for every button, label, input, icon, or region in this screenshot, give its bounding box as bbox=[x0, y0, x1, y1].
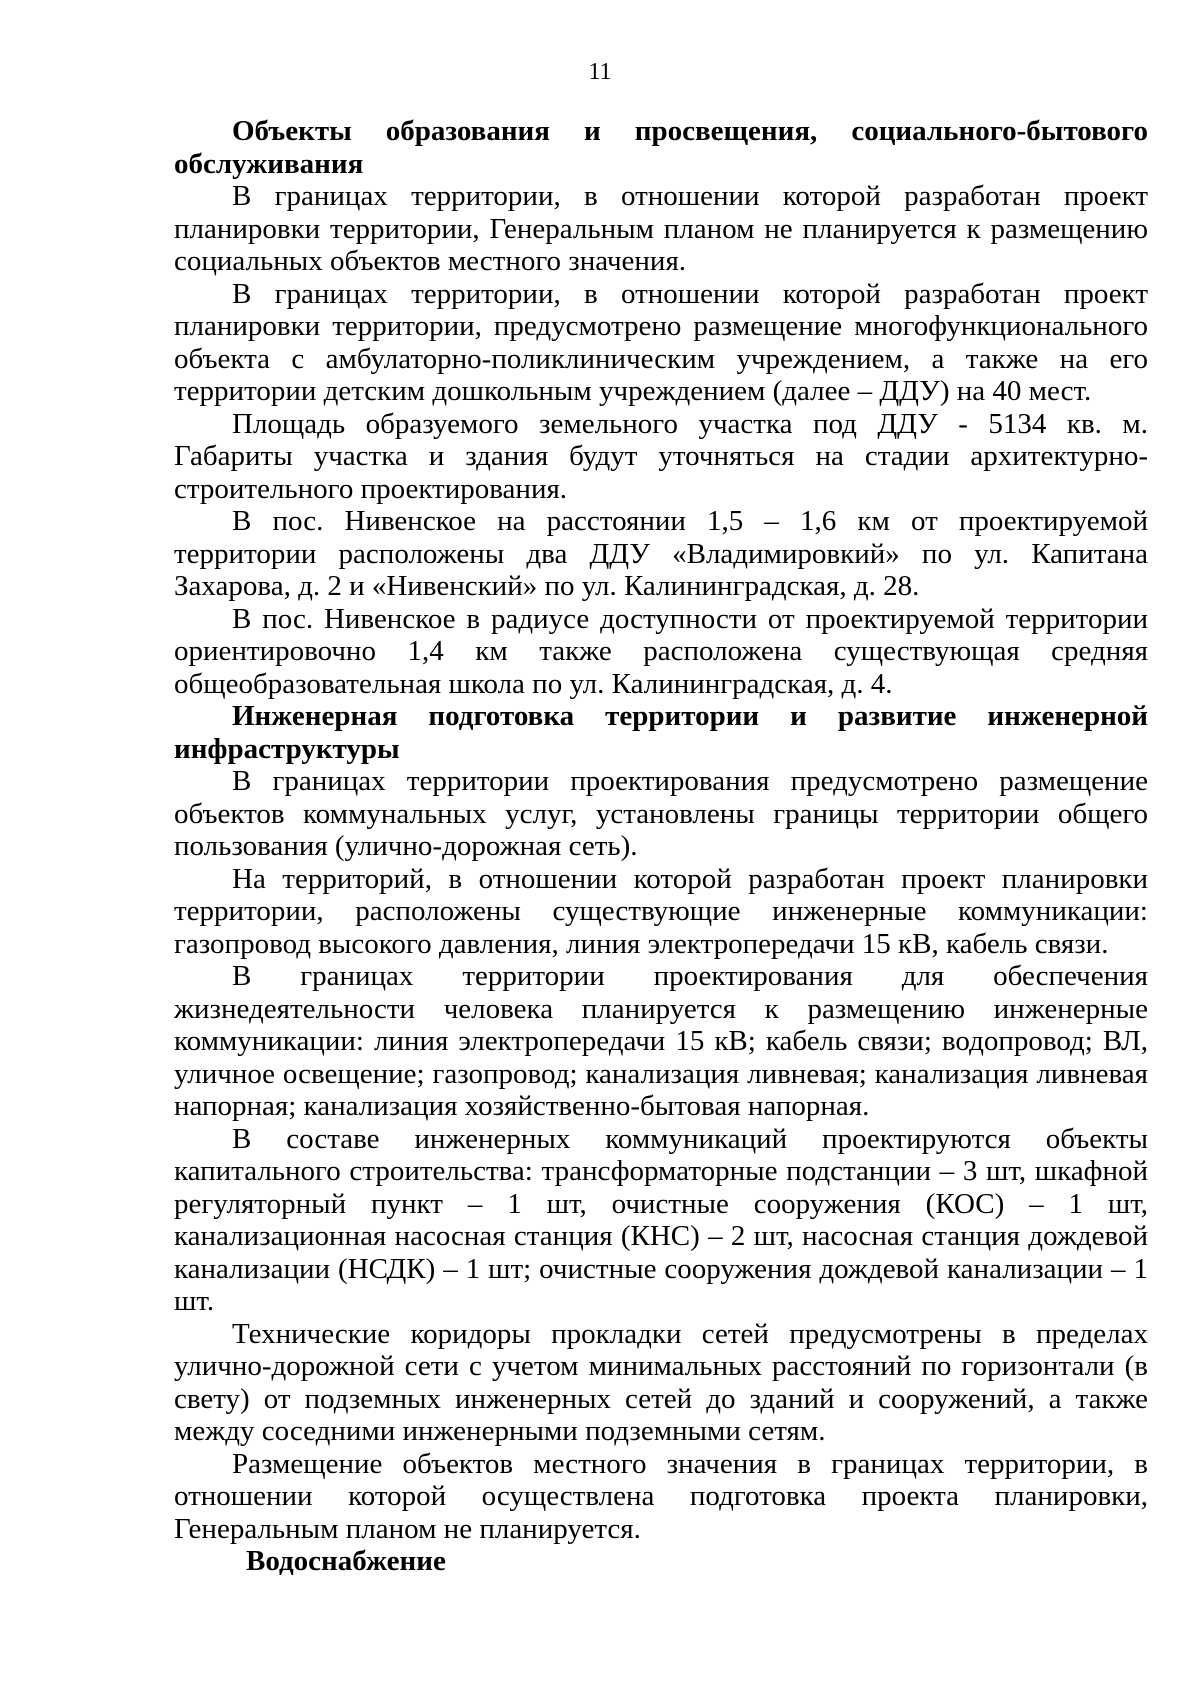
page-content bbox=[174, 115, 1148, 1578]
page-number: 11 bbox=[588, 59, 612, 85]
section-heading-water-supply: Водоснабжение bbox=[246, 1545, 446, 1577]
paragraph: В границах территории, в отношении которой разработан проект планировки территории, предусмотрено размещение многофункционального объекта с амбулаторно-поликлиническим учреждением, а также на его территории детским дошкольным учреждением (далее – ДДУ) на 40 мест. bbox=[174, 277, 1148, 407]
paragraph: В границах территории проектирования предусмотрено размещение объектов коммунальных услуг, установлены границы территории общего пользования (улично-дорожная сеть). bbox=[174, 765, 1148, 862]
paragraph: В границах территории проектирования для обеспечения жизнедеятельности человека планируется к размещению инженерные коммуникации: линия электропередачи 15 кВ; кабель связи; водопровод; ВЛ, уличное освещение; газопровод; канализация ливневая; канализация ливневая напорная; канализация хозяйственно-бытовая напорная. bbox=[174, 960, 1148, 1122]
paragraph: В составе инженерных коммуникаций проектируются объекты капитального строительства: трансформаторные подстанции – 3 шт, шкафной регуляторный пункт – 1 шт, очистные сооружения (КОС) – 1 шт, канализационная насосная станция (КНС) – 2 шт, насосная станция дождевой канализации (НСДК) – 1 шт; очистные сооружения дождевой канализации – 1 шт. bbox=[174, 1122, 1148, 1317]
paragraph: В пос. Нивенское в радиусе доступности от проектируемой территории ориентировочно 1,4 км также расположена существующая средняя общеобразовательная школа по ул. Калининградская, д. 4. bbox=[174, 602, 1148, 700]
paragraph: Площадь образуемого земельного участка под ДДУ - 5134 кв. м. Габариты участка и здания будут уточняться на стадии архитектурно-строительного проектирования. bbox=[174, 407, 1148, 505]
paragraph: В пос. Нивенское на расстоянии 1,5 – 1,6 км от проектируемой территории расположены два ДДУ «Владимировкий» по ул. Капитана Захарова, д. 2 и «Нивенский» по ул. Калининградская, д. 28. bbox=[174, 505, 1148, 602]
section-heading-engineering: Инженерная подготовка территории и развитие инженерной инфраструктуры bbox=[174, 700, 1148, 765]
paragraph: Размещение объектов местного значения в границах территории, в отношении которой осуществлена подготовка проекта планировки, Генеральным планом не планируется. bbox=[174, 1447, 1148, 1545]
paragraph: На территорий, в отношении которой разработан проект планировки территории, расположены существующие инженерные коммуникации: газопровод высокого давления, линия электропередачи 15 кВ, кабель связи. bbox=[174, 862, 1148, 960]
section-heading-education: Объекты образования и просвещения, социального-бытового обслуживания bbox=[174, 115, 1148, 180]
paragraph: Технические коридоры прокладки сетей предусмотрены в пределах улично-дорожной сети с учетом минимальных расстояний по горизонтали (в свету) от подземных инженерных сетей до зданий и сооружений, а также между соседними инженерными подземными сетям. bbox=[174, 1317, 1148, 1447]
paragraph: В границах территории, в отношении которой разработан проект планировки территории, Генеральным планом не планируется к размещению социальных объектов местного значения. bbox=[174, 180, 1148, 277]
